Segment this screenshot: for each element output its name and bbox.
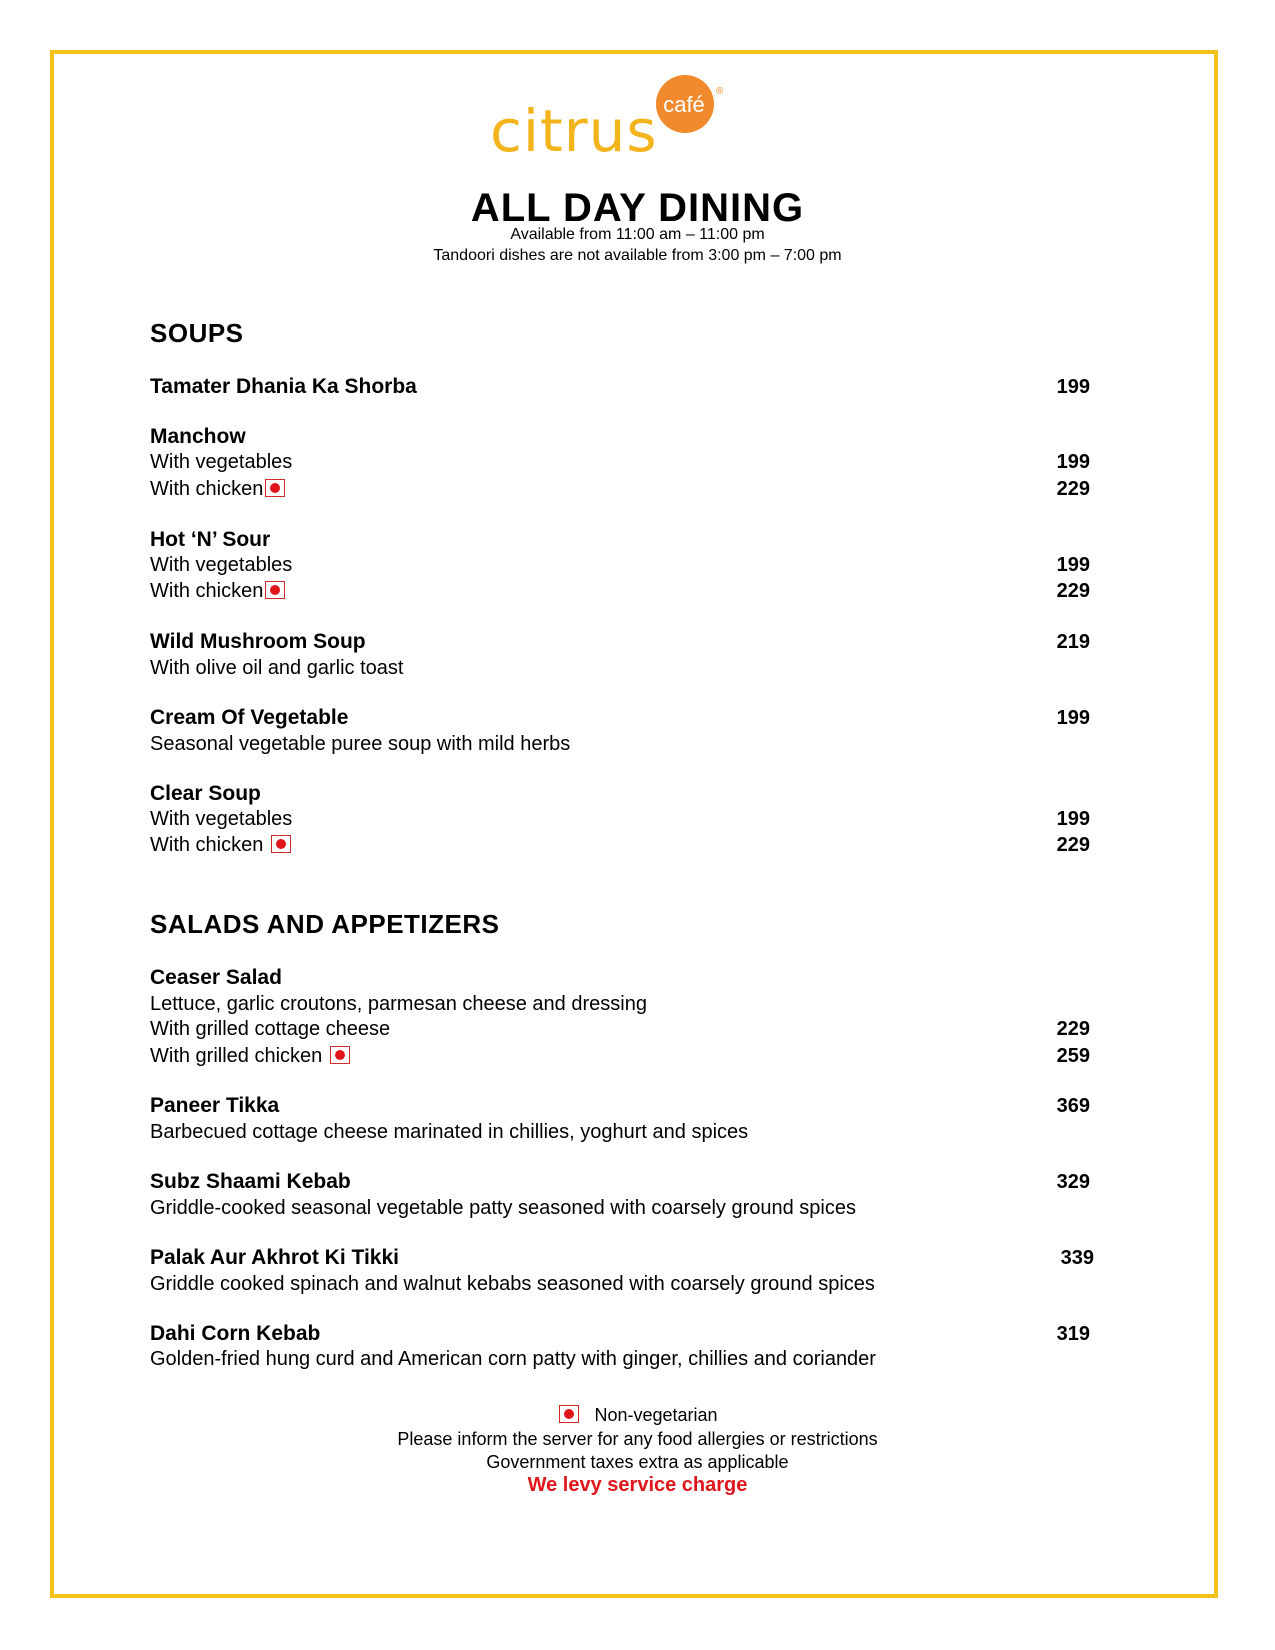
service-charge-note: We levy service charge: [527, 1474, 748, 1496]
variant-label: With vegetables: [150, 451, 293, 473]
variant-row: [150, 476, 1090, 502]
menu-item-tamater-dhania-shorba: [150, 374, 1090, 400]
variant-label: With chicken: [150, 580, 264, 602]
variant-label: With chicken: [150, 834, 264, 856]
item-name: Subz Shaami Kebab: [150, 1170, 351, 1193]
item-description: Lettuce, garlic croutons, parmesan cheese and dressing: [150, 993, 647, 1015]
non-veg-icon: [271, 835, 291, 853]
variant-price: 229: [1056, 1018, 1090, 1040]
variant-row: [150, 1016, 1090, 1042]
variant-price: 199: [1056, 451, 1090, 473]
variant-row: [150, 1043, 1090, 1069]
menu-item-wild-mushroom-soup: [150, 629, 1090, 655]
legend-label: Non-vegetarian: [594, 1405, 718, 1425]
item-name: Dahi Corn Kebab: [150, 1322, 321, 1345]
item-description: With olive oil and garlic toast: [150, 657, 404, 679]
item-description: Golden-fried hung curd and American corn patty with ginger, chillies and coriander: [150, 1348, 876, 1370]
item-name: Ceaser Salad: [150, 966, 282, 989]
citrus-cafe-logo: [490, 72, 770, 172]
tax-note: Government taxes extra as applicable: [486, 1452, 789, 1472]
variant-price: 199: [1056, 808, 1090, 830]
menu-item-dahi-corn-kebab: [150, 1321, 1090, 1347]
legend-non-veg: [0, 1405, 1275, 1426]
non-veg-icon: [265, 581, 285, 599]
item-description: Griddle cooked spinach and walnut kebabs seasoned with coarsely ground spices: [150, 1273, 875, 1295]
item-price: 199: [1056, 376, 1090, 398]
section-heading-salads-appetizers: SALADS AND APPETIZERS: [150, 909, 500, 939]
registered-mark: ®: [716, 86, 724, 97]
non-veg-icon: [330, 1046, 350, 1064]
item-price: 319: [1056, 1323, 1090, 1345]
variant-row: [150, 806, 1090, 832]
variant-price: 229: [1056, 834, 1090, 856]
variant-row: [150, 578, 1090, 604]
variant-price: 229: [1056, 478, 1090, 500]
menu-item-manchow: [150, 424, 1090, 450]
page-title: ALL DAY DINING: [470, 186, 805, 230]
cafe-badge-text: café: [663, 92, 705, 117]
menu-item-paneer-tikka: [150, 1093, 1090, 1119]
item-name: Hot ‘N’ Sour: [150, 528, 271, 551]
menu-item-hot-n-sour: [150, 527, 1090, 553]
item-name: Manchow: [150, 425, 246, 448]
variant-row: [150, 832, 1090, 858]
item-name: Palak Aur Akhrot Ki Tikki: [150, 1246, 399, 1269]
item-name: Paneer Tikka: [150, 1094, 280, 1117]
non-veg-icon: [265, 479, 285, 497]
variant-label: With chicken: [150, 478, 264, 500]
menu-item-clear-soup: [150, 781, 1090, 807]
menu-item-subz-shaami-kebab: [150, 1169, 1090, 1195]
item-description: Seasonal vegetable puree soup with mild herbs: [150, 733, 571, 755]
variant-price: 199: [1056, 554, 1090, 576]
variant-label: With grilled chicken: [150, 1045, 323, 1067]
item-name: Cream Of Vegetable: [150, 706, 349, 729]
section-heading-soups: SOUPS: [150, 318, 244, 348]
item-description: Barbecued cottage cheese marinated in chillies, yoghurt and spices: [150, 1121, 749, 1143]
variant-price: 259: [1056, 1045, 1090, 1067]
item-price: 219: [1056, 631, 1090, 653]
item-price: 339: [1060, 1247, 1094, 1269]
variant-label: With grilled cottage cheese: [150, 1018, 391, 1040]
item-description: Griddle-cooked seasonal vegetable patty seasoned with coarsely ground spices: [150, 1197, 856, 1219]
tandoori-note: Tandoori dishes are not available from 3:00 pm – 7:00 pm: [433, 247, 842, 264]
item-price: 199: [1056, 707, 1090, 729]
item-price: 369: [1056, 1095, 1090, 1117]
menu-item-cream-of-vegetable: [150, 705, 1090, 731]
variant-row: [150, 552, 1090, 578]
menu-item-palak-akhrot-tikki: [150, 1245, 1094, 1271]
variant-label: With vegetables: [150, 554, 293, 576]
brand-wordmark: citrus: [490, 97, 658, 165]
item-name: Wild Mushroom Soup: [150, 630, 366, 653]
variant-label: With vegetables: [150, 808, 293, 830]
non-veg-icon: [559, 1405, 579, 1423]
item-name: Tamater Dhania Ka Shorba: [150, 375, 417, 398]
item-price: 329: [1056, 1171, 1090, 1193]
item-name: Clear Soup: [150, 782, 261, 805]
menu-item-ceaser-salad: [150, 965, 1090, 991]
variant-price: 229: [1056, 580, 1090, 602]
allergy-note: Please inform the server for any food allergies or restrictions: [397, 1429, 878, 1449]
availability-hours: Available from 11:00 am – 11:00 pm: [510, 226, 765, 243]
variant-row: [150, 449, 1090, 475]
